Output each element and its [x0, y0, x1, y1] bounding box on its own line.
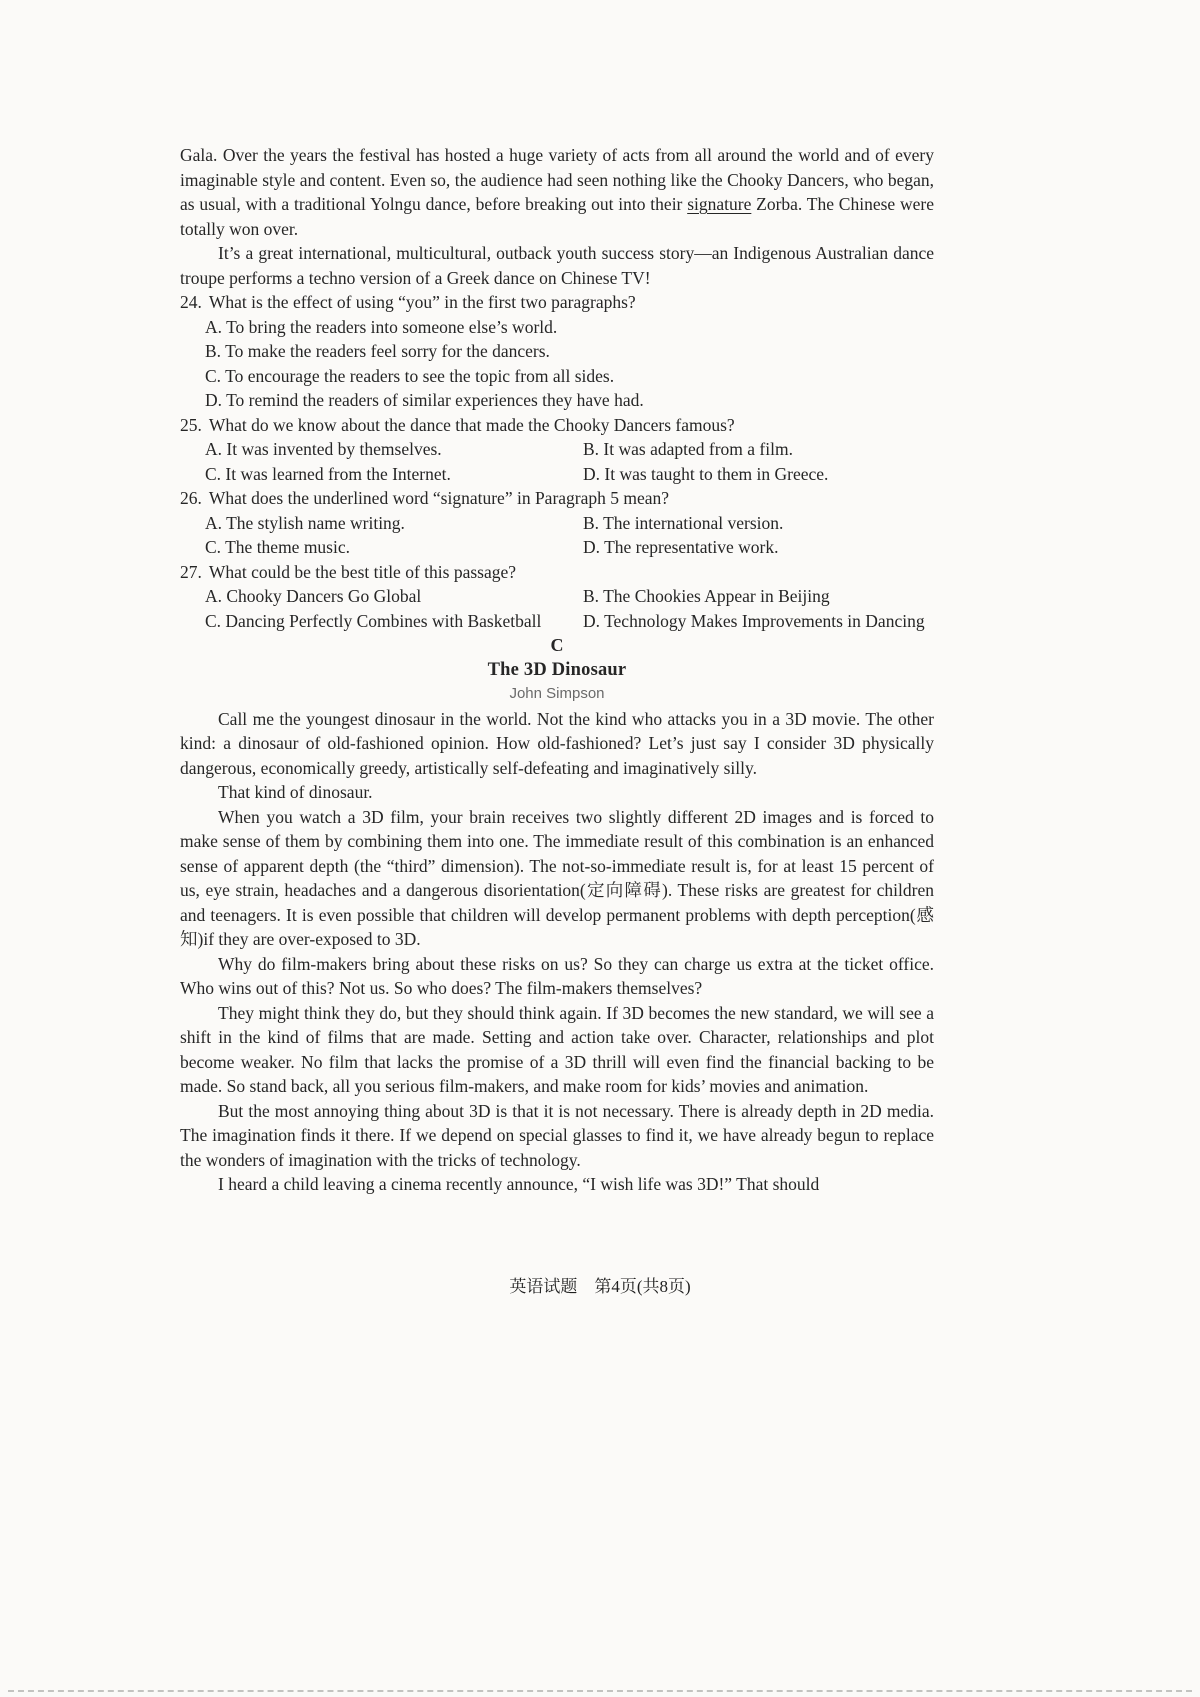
- passage-c-paragraph-3: When you watch a 3D film, your brain receives two slightly different 2D images and is forced to make sense of them by combining them into one. The immediate result of this combination is an enhanced sense of apparent depth (the “third” dimension). The not-so-immediate result is, for at least 15 percent of us, eye strain, headaches and a dangerous disorientation(定向障碍). These risks are greatest for children and teenagers. It is even possible that children will develop permanent problems with depth perception(感知)if they are over-exposed to 3D.: [180, 806, 934, 949]
- question-27-stem: [180, 560, 934, 585]
- question-25-option-b: B. It was adapted from a film.: [583, 439, 793, 459]
- question-27-option-b: B. The Chookies Appear in Beijing: [583, 586, 830, 606]
- question-text: What does the underlined word “signature” in Paragraph 5 mean?: [208, 488, 670, 508]
- question-25-option-row-2: [180, 462, 934, 487]
- section-c-label: C: [550, 635, 564, 655]
- question-25-option-a: A. It was invented by themselves.: [205, 439, 442, 459]
- passage-c-title: The 3D Dinosaur: [487, 659, 627, 680]
- passage-b-closing-paragraph: It’s a great international, multicultural, outback youth success story—an Indigenous Australian dance troupe performs a techno version of a Greek dance on Chinese TV!: [180, 243, 934, 288]
- question-27-option-d: D. Technology Makes Improvements in Dancing: [583, 610, 925, 631]
- page-bottom-dashed-line: [8, 1690, 1192, 1692]
- question-24-stem: [180, 290, 934, 315]
- question-26-option-a: A. The stylish name writing.: [205, 512, 405, 533]
- question-27-option-c: C. Dancing Perfectly Combines with Basketball: [205, 610, 542, 631]
- passage-c-paragraph-4: Why do film-makers bring about these risks on us? So they can charge us extra at the ticket office. Who wins out of this? Not us. So who does? The film-makers themselves?: [180, 953, 934, 998]
- question-27-option-row-1: [180, 584, 934, 609]
- page-content: [180, 143, 934, 1197]
- passage-c-paragraph-5: They might think they do, but they should think again. If 3D becomes the new standard, we will see a shift in the kind of films that are made. Setting and action take over. Character, relationships and plot become weaker. No film that lacks the promise of a 3D thrill will even find the financial backing to be made. So stand back, all you serious film-makers, and make room for kids’ movies and animation.: [180, 1002, 934, 1096]
- question-26-option-c: C. The theme music.: [205, 537, 350, 557]
- question-25-stem: [180, 413, 934, 438]
- underlined-word-signature: signature: [687, 194, 752, 214]
- passage-c-paragraph-2: That kind of dinosaur.: [218, 782, 373, 802]
- paragraph-text: Gala. Over the years the festival has hosted a huge variety of acts from all around the world and of every imaginable style and content. Even so, the audience had seen nothing like the Chooky Dancers, who began, as usual, with a traditional Yolngu dance, before breaking out into their: [180, 145, 934, 214]
- passage-c-paragraph-1: Call me the youngest dinosaur in the world. Not the kind who attacks you in a 3D movie. The other kind: a dinosaur of old-fashioned opinion. How old-fashioned? Let’s just say I consider 3D physically dangerous, economically greedy, artistically self-defeating and imaginatively silly.: [180, 708, 934, 778]
- question-26-option-row-1: [180, 511, 934, 536]
- question-24-option-c: C. To encourage the readers to see the topic from all sides.: [205, 365, 615, 386]
- question-25-option-d: D. It was taught to them in Greece.: [583, 463, 829, 484]
- question-number: 25.: [180, 414, 202, 435]
- question-26: [180, 486, 934, 560]
- question-24-option-d: D. To remind the readers of similar experiences they have had.: [205, 390, 644, 410]
- question-27: [180, 560, 934, 634]
- question-24-option-b: B. To make the readers feel sorry for the dancers.: [205, 341, 550, 361]
- passage-c-paragraph-7: I heard a child leaving a cinema recently announce, “I wish life was 3D!” That should: [218, 1174, 820, 1194]
- question-26-option-b: B. The international version.: [583, 512, 784, 533]
- question-number: 26.: [180, 488, 202, 508]
- question-26-option-row-2: [180, 535, 934, 560]
- question-text: What do we know about the dance that made the Chooky Dancers famous?: [208, 414, 735, 435]
- question-25-option-row-1: [180, 437, 934, 462]
- passage-c-paragraph-6: But the most annoying thing about 3D is that it is not necessary. There is already depth in 2D media. The imagination finds it there. If we depend on special glasses to find it, we have already begun to replace the wonders of imagination with the tricks of technology.: [180, 1100, 934, 1170]
- passage-b-final-paragraph: [180, 143, 934, 241]
- question-25-option-c: C. It was learned from the Internet.: [205, 463, 451, 484]
- paragraph-text: Zorba. The Chinese were totally won over.: [180, 194, 934, 239]
- question-text: What is the effect of using “you” in the first two paragraphs?: [208, 292, 636, 312]
- question-27-option-a: A. Chooky Dancers Go Global: [205, 586, 422, 606]
- question-26-option-d: D. The representative work.: [583, 537, 779, 557]
- question-26-stem: [180, 486, 934, 511]
- question-number: 27.: [180, 561, 202, 582]
- question-24-option-a: A. To bring the readers into someone else’s world.: [205, 316, 558, 337]
- question-24: [180, 290, 934, 413]
- page-footer: 英语试题 第4页(共8页): [509, 1277, 691, 1296]
- question-text: What could be the best title of this passage?: [208, 561, 517, 582]
- question-27-option-row-2: [180, 609, 934, 634]
- question-25: [180, 413, 934, 487]
- question-number: 24.: [180, 292, 202, 312]
- passage-c-author: John Simpson: [509, 685, 605, 702]
